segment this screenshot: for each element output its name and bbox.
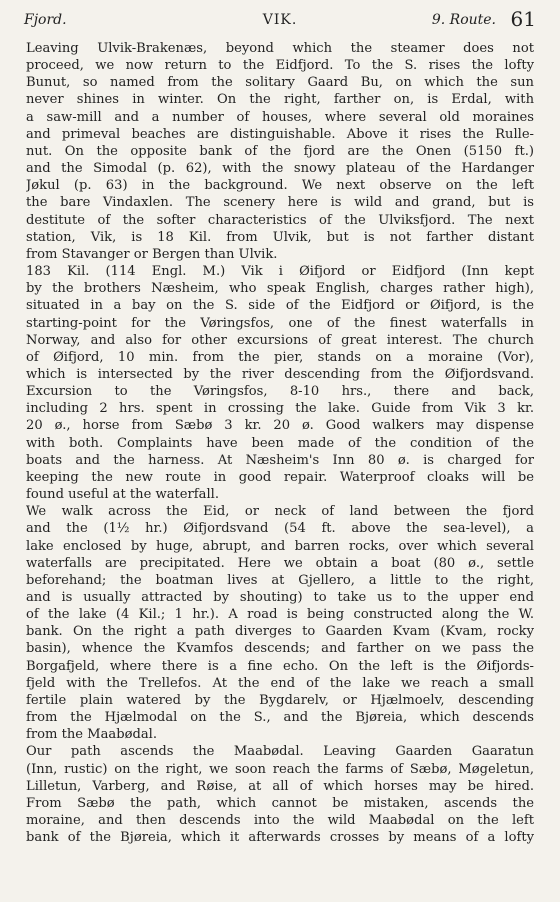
text-line: moraine, and then descends into the wild Maabødal on the left (26, 813, 534, 829)
page-number: 61 (510, 7, 536, 31)
text-line: basin), whence the Kvamfos descends; and farther on we pass the (26, 641, 534, 657)
text-line: from the Maabødal. (26, 727, 157, 743)
text-line: including 2 hrs. spent in crossing the lake. Guide from Vik 3 kr. (26, 401, 534, 417)
text-line: starting-point for the Vøringsfos, one of the finest waterfalls in (26, 315, 534, 331)
text-line: Borgafjeld, where there is a fine echo. On the left is the Øifjords- (26, 658, 534, 674)
text-line: waterfalls are precipitated. Here we obtain a boat (80 ø., settle (26, 555, 534, 571)
running-header (18, 7, 542, 31)
text-line: destitute of the softer characteristics of the Ulviksfjord. The next (26, 212, 534, 228)
text-line: by the brothers Næsheim, who speak English, charges rather high), (26, 281, 534, 297)
text-line: 20 ø., horse from Sæbø 3 kr. 20 ø. Good walkers may dispense (26, 418, 534, 434)
text-line: from the Hjælmodal on the S., and the Bjøreia, which descends (26, 710, 534, 726)
text-line: bank of the Bjøreia, which it afterwards crosses by means of a lofty (26, 830, 534, 846)
text-line: Leaving Ulvik-Brakenæs, beyond which the steamer does not (26, 41, 534, 56)
text-line: fertile plain watered by the Bygdarelv, or Hjælmoelv, descending (26, 692, 534, 708)
body-text (26, 40, 534, 846)
text-line: and primeval beaches are distinguishable. Above it rises the Rulle- (26, 126, 534, 142)
text-line: Jøkul (p. 63) in the background. We next observe on the left (26, 178, 534, 194)
text-line: of Øifjord, 10 min. from the pier, stands on a moraine (Vor), (26, 349, 534, 365)
text-line: and the Simodal (p. 62), with the snowy plateau of the Hardanger (26, 161, 534, 177)
text-line: the bare Vindaxlen. The scenery here is wild and grand, but is (26, 195, 534, 211)
text-line: proceed, we now return to the Eidfjord. To the S. rises the lofty (26, 58, 534, 74)
text-line: station, Vik, is 18 Kil. from Ulvik, but is not farther distant (26, 229, 534, 245)
text-line: Bunut, so named from the solitary Gaard Bu, on which the sun (26, 75, 534, 91)
text-line: beforehand; the boatman lives at Gjellero, a little to the right, (26, 572, 534, 588)
text-line: and the (1½ hr.) Øifjordsvand (54 ft. above the sea-level), a (26, 521, 534, 537)
text-line: lake enclosed by huge, abrupt, and barren rocks, over which several (26, 538, 534, 554)
text-line: (Inn, rustic) on the right, we soon reach the farms of Sæbø, Møgeletun, (26, 761, 534, 777)
text-line: We walk across the Eid, or neck of land between the fjord (26, 504, 534, 520)
text-line: boats and the harness. At Næsheim's Inn 80 ø. is charged for (26, 452, 534, 468)
text-line: Lilletun, Varberg, and Røise, at all of which horses may be hired. (26, 778, 534, 794)
text-line: found useful at the waterfall. (26, 487, 219, 503)
text-line: keeping the new route in good repair. Waterproof cloaks will be (26, 469, 534, 485)
text-line: Our path ascends the Maabødal. Leaving Gaarden Gaaratun (26, 744, 534, 760)
header-right: 9. Route. (431, 12, 496, 28)
text-line: from Stavanger or Bergen than Ulvik. (26, 246, 278, 262)
text-line: 183 Kil. (114 Engl. M.) Vik i Øifjord or Eidfjord (Inn kept (26, 264, 534, 280)
text-line: fjeld with the Trellefos. At the end of the lake we reach a small (26, 675, 534, 691)
text-line: From Sæbø the path, which cannot be mistaken, ascends the (26, 795, 534, 811)
text-line: never shines in winter. On the right, farther on, is Erdal, with (26, 92, 534, 108)
text-line: Norway, and also for other excursions of great interest. The church (26, 332, 534, 348)
text-line: a saw-mill and a number of houses, where several old moraines (26, 109, 534, 125)
text-line: with both. Complaints have been made of the condition of the (26, 435, 534, 451)
text-line: of the lake (4 Kil.; 1 hr.). A road is being constructed along the W. (26, 607, 534, 623)
text-line: nut. On the opposite bank of the fjord are the Onen (5150 ft.) (26, 143, 534, 159)
text-line: bank. On the right a path diverges to Gaarden Kvam (Kvam, rocky (26, 624, 534, 640)
text-line: and is usually attracted by shouting) to take us to the upper end (26, 590, 534, 605)
header-left: Fjord. (24, 12, 67, 28)
text-line: which is intersected by the river descending from the Øifjordsvand. (26, 366, 534, 382)
text-line: situated in a bay on the S. side of the Eidfjord or Øifjord, is the (26, 298, 534, 314)
header-center: VIK. (262, 12, 298, 28)
text-line: Excursion to the Vøringsfos, 8-10 hrs., there and back, (26, 384, 534, 400)
